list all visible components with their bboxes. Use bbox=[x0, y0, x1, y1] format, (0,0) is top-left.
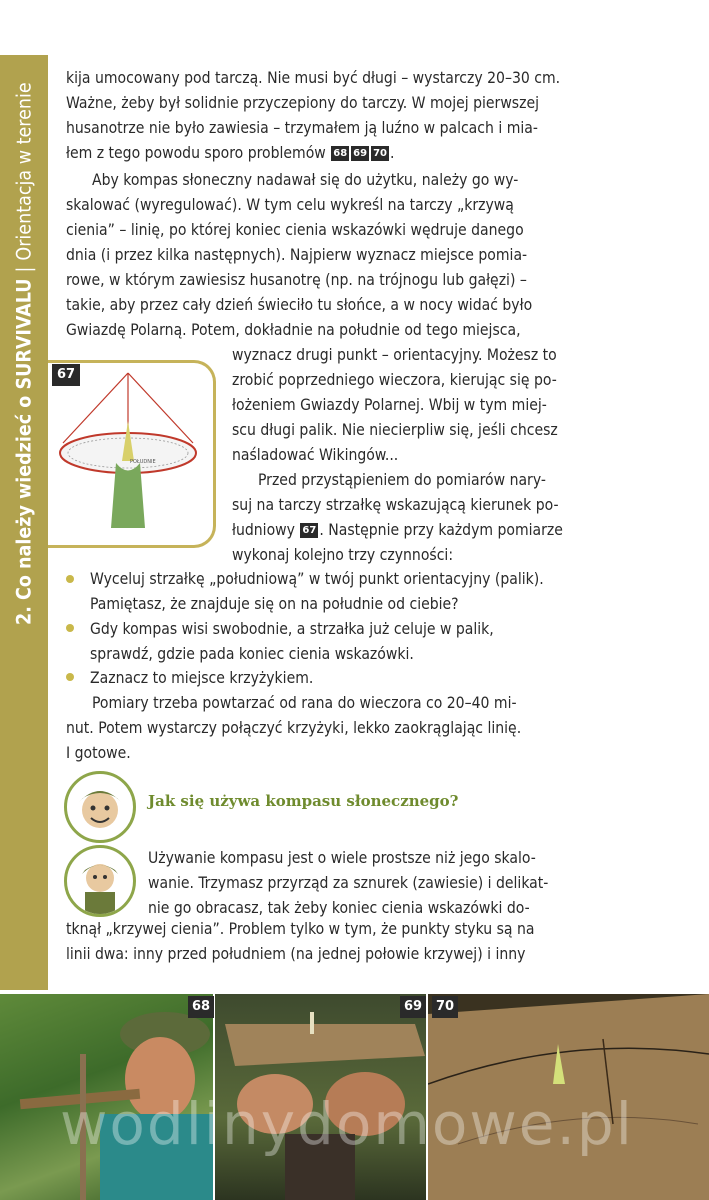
figure-67-frame bbox=[48, 360, 216, 548]
figure-ref-67: 67 bbox=[302, 525, 317, 536]
text-span: łem z tego powodu sporo problemów bbox=[66, 144, 326, 162]
text-line: suj na tarczy strzałkę wskazującą kierunek po- bbox=[232, 496, 559, 514]
bullet-marker bbox=[66, 673, 74, 681]
text-line: Pomiary trzeba powtarzać od rana do wieczora co 20–40 mi- bbox=[92, 694, 517, 712]
sidebar-section: Orientacja w terenie bbox=[12, 82, 36, 261]
text-line: zrobić poprzedniego wieczora, kierując się po- bbox=[232, 371, 557, 389]
answer-line: Używanie kompasu jest o wiele prostsze niż jego skalo- bbox=[148, 849, 536, 867]
question-heading: Jak się używa kompasu słonecznego? bbox=[148, 792, 459, 810]
character-avatar-question bbox=[64, 771, 136, 843]
text-span: . bbox=[390, 144, 395, 162]
photo-number: 69 bbox=[400, 996, 426, 1018]
sidebar-chapter: 2. Co należy wiedzieć o SURVIVALU bbox=[12, 278, 36, 625]
bullet-text: Gdy kompas wisi swobodnie, a strzałka już celuje w palik, bbox=[90, 620, 494, 638]
text-line: Przed przystąpieniem do pomiarów nary- bbox=[258, 471, 546, 489]
text-line: łożeniem Gwiazdy Polarnej. Wbij w tym miej- bbox=[232, 396, 547, 414]
figure-ref-68: 68 bbox=[333, 148, 348, 159]
text-line: skalować (wyregulować). W tym celu wykreśl na tarczy „krzywą bbox=[66, 196, 514, 214]
text-span: łudniowy bbox=[232, 521, 295, 539]
text-line: Gwiazdę Polarną. Potem, dokładnie na południe od tego miejsca, bbox=[66, 321, 521, 339]
answer-line: tknął „krzywej cienia”. Problem tylko w tym, że punkty styku są na bbox=[66, 920, 535, 938]
text-line: takie, aby przez cały dzień świeciło tu słońce, a w nocy widać było bbox=[66, 296, 533, 314]
bullet-marker bbox=[66, 575, 74, 583]
bullet-text: Pamiętasz, że znajduje się on na południe od ciebie? bbox=[90, 595, 459, 613]
answer-line: nie go obracasz, tak żeby koniec cienia wskazówki do- bbox=[148, 899, 530, 917]
figure-number: 67 bbox=[52, 364, 80, 386]
photo-number: 68 bbox=[188, 996, 214, 1018]
answer-line: linii dwa: inny przed południem (na jednej połowie krzywej) i inny bbox=[66, 945, 526, 963]
photo-number: 70 bbox=[432, 996, 458, 1018]
cartoon-face-icon bbox=[67, 774, 133, 840]
cartoon-man-icon bbox=[67, 848, 133, 914]
text-line: Aby kompas słoneczny nadawał się do użytku, należy go wy- bbox=[92, 171, 519, 189]
figure-ref-69: 69 bbox=[353, 148, 368, 159]
text-line: Ważne, żeby był solidnie przyczepiony do tarczy. W mojej pierwszej bbox=[66, 94, 539, 112]
text-line: rowe, w którym zawiesisz husanotrę (np. na trójnogu lub gałęzi) – bbox=[66, 271, 527, 289]
text-line: scu długi palik. Nie niecierpliw się, jeśli chcesz bbox=[232, 421, 558, 439]
text-line-with-refs bbox=[66, 141, 394, 165]
sun-compass-illustration bbox=[48, 363, 213, 545]
text-line: cienia” – linię, po której koniec cienia wskazówki wędruje danego bbox=[66, 221, 524, 239]
text-line: nut. Potem wystarczy połączyć krzyżyki, lekko zaokrąglając linię. bbox=[66, 719, 522, 737]
text-line: wykonaj kolejno trzy czynności: bbox=[232, 546, 454, 564]
character-avatar-answer bbox=[64, 845, 136, 917]
text-line: wyznacz drugi punkt – orientacyjny. Możesz to bbox=[232, 346, 557, 364]
text-line: kija umocowany pod tarczą. Nie musi być długi – wystarczy 20–30 cm. bbox=[66, 69, 561, 87]
bullet-marker bbox=[66, 624, 74, 632]
text-line: I gotowe. bbox=[66, 744, 131, 762]
answer-line: wanie. Trzymasz przyrząd za sznurek (zawiesie) i delikat- bbox=[148, 874, 549, 892]
text-line: naśladować Wikingów... bbox=[232, 446, 399, 464]
bullet-text: Wyceluj strzałkę „południową” w twój punkt orientacyjny (palik). bbox=[90, 570, 544, 588]
watermark: wodlinydomowe.pl bbox=[60, 1090, 634, 1158]
bullet-text: Zaznacz to miejsce krzyżykiem. bbox=[90, 669, 314, 687]
text-line-with-ref bbox=[232, 518, 563, 542]
sidebar-label bbox=[13, 82, 36, 625]
sidebar-separator: | bbox=[12, 266, 36, 273]
text-span: . Następnie przy każdym pomiarze bbox=[319, 521, 563, 539]
figure-ref-70: 70 bbox=[373, 148, 387, 159]
bullet-text: sprawdź, gdzie pada koniec cienia wskazówki. bbox=[90, 645, 414, 663]
text-line: husanotrze nie było zawiesia – trzymałem ją luźno w palcach i mia- bbox=[66, 119, 538, 137]
dial-label: POŁUDNIE bbox=[130, 459, 156, 465]
text-line: dnia (i przez kilka następnych). Najpierw wyznacz miejsce pomia- bbox=[66, 246, 528, 264]
